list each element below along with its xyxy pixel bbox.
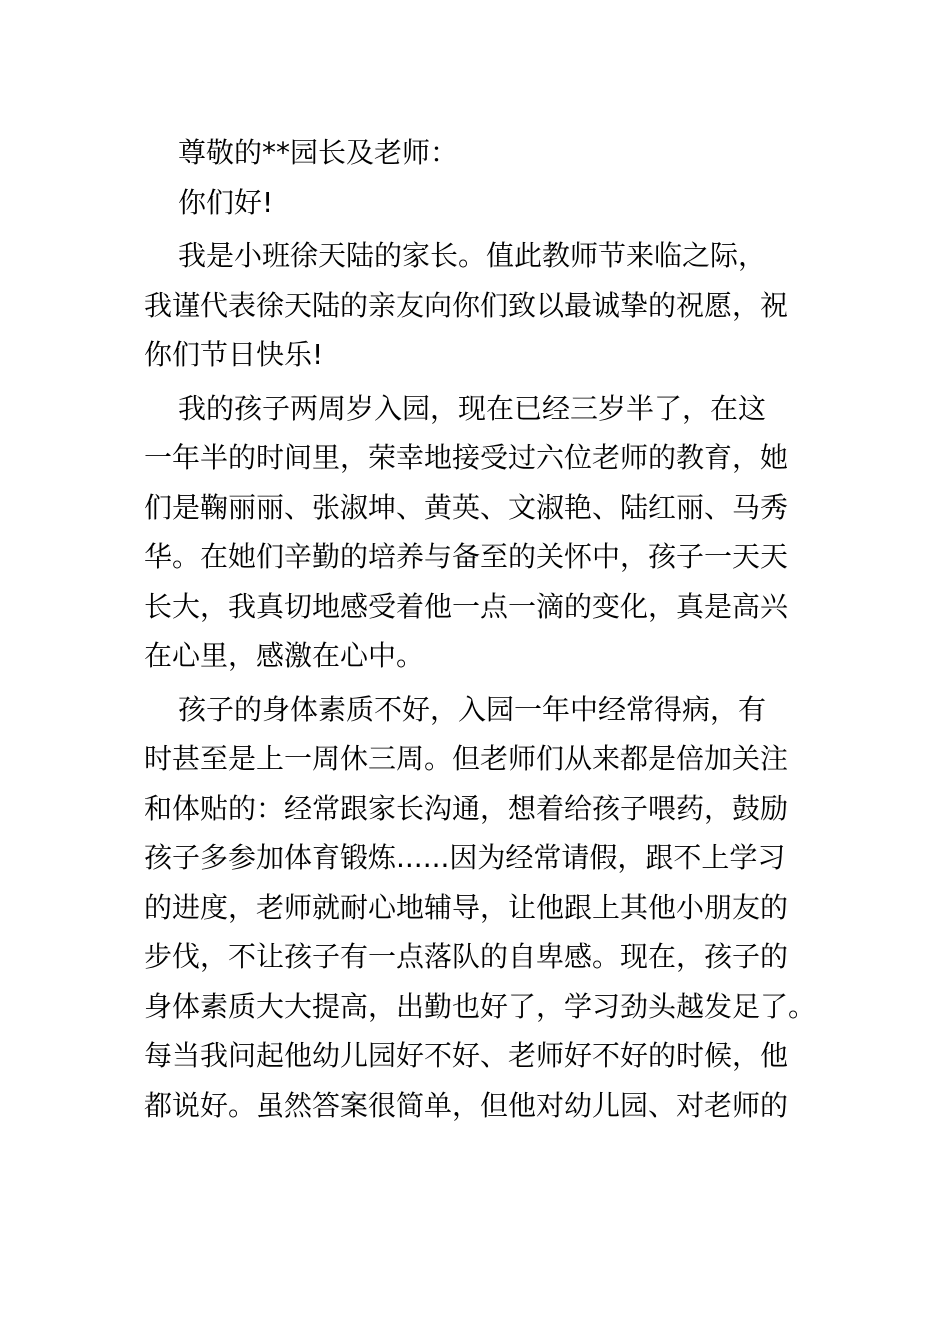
paragraph-line: 们是鞠丽丽、张淑坤、黄英、文淑艳、陆红丽、马秀: [144, 490, 789, 524]
paragraph-line: 和体贴的：经常跟家长沟通，想着给孩子喂药，鼓励: [144, 791, 789, 825]
paragraph-line: 华。在她们辛勤的培养与备至的关怀中，孩子一天天: [144, 540, 789, 573]
paragraph-2: [144, 384, 824, 681]
paragraph-line: 我的孩子两周岁入园，现在已经三岁半了，在这: [178, 391, 767, 425]
paragraph-line: 身体素质大大提高，出勤也好了，学习劲头越发足了。: [144, 989, 817, 1023]
letter-body: [144, 128, 824, 1130]
paragraph-line: 孩子多参加体育锻炼......因为经常请假，跟不上学习: [144, 841, 786, 874]
paragraph-line: 孩子的身体素质不好，入园一年中经常得病，有: [178, 692, 767, 726]
paragraph-line: 在心里，感激在心中。: [144, 639, 425, 672]
salutation: 尊敬的**园长及老师：: [178, 136, 459, 169]
paragraph-line: 长大，我真切地感受着他一点一滴的变化，真是高兴: [144, 589, 789, 623]
paragraph-line: 你们节日快乐!: [144, 338, 324, 371]
paragraph-line: 都说好。虽然答案很简单，但他对幼儿园、对老师的: [144, 1088, 789, 1122]
paragraph-line: 步伐，不让孩子有一点落队的自卑感。现在，孩子的: [144, 940, 789, 973]
paragraph-line: 时甚至是上一周休三周。但老师们从来都是倍加关注: [144, 742, 789, 775]
paragraph-line: 我谨代表徐天陆的亲友向你们致以最诚挚的祝愿，祝: [144, 288, 789, 322]
paragraph-3: [144, 685, 824, 1131]
paragraph-1: [144, 231, 824, 380]
paragraph-line: 一年半的时间里，荣幸地接受过六位老师的教育，她: [144, 441, 789, 474]
paragraph-line: 我是小班徐天陆的家长。值此教师节来临之际，: [178, 239, 767, 272]
paragraph-line: 每当我问起他幼儿园好不好、老师好不好的时候，他: [144, 1039, 789, 1072]
paragraph-line: 的进度，老师就耐心地辅导，让他跟上其他小朋友的: [144, 890, 789, 924]
greeting: 你们好!: [178, 185, 274, 219]
